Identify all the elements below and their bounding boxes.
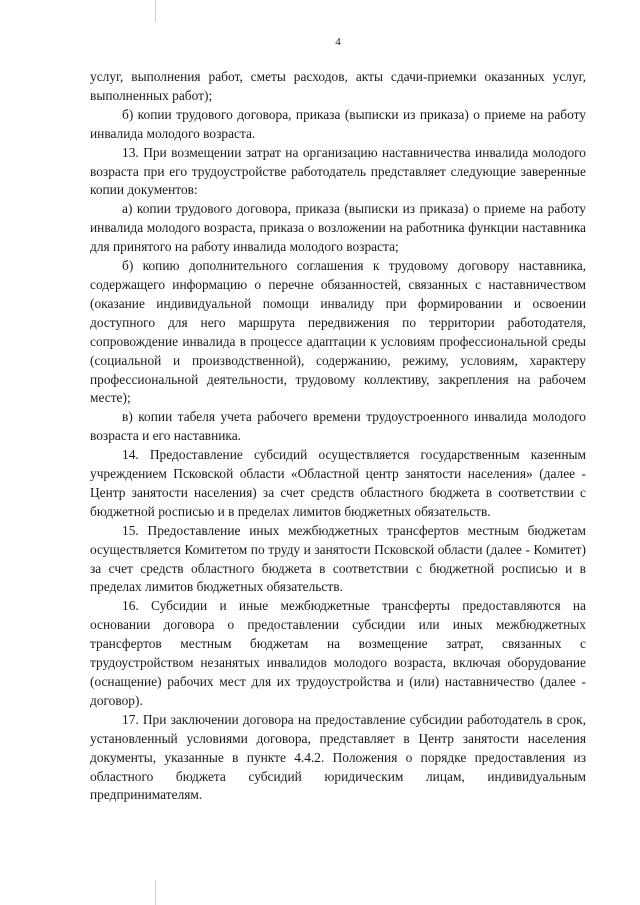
paragraph: 15. Предоставление иных межбюджетных трансфертов местным бюджетам осуществляется Комитетом по труду и занятости Псковской области (далее - Комитет) за счет средств областного бюджета в соответствии с бюджетной росписью и в пределах лимитов бюджетных обязательств. <box>90 522 586 595</box>
scan-margin-line <box>155 0 156 22</box>
scan-margin-line <box>155 880 156 905</box>
paragraph: б) копии трудового договора, приказа (выписки из приказа) о приеме на работу инвалида молодого возраста. <box>90 106 586 141</box>
page-number: 4 <box>335 36 341 48</box>
paragraph: в) копии табеля учета рабочего времени трудоустроенного инвалида молодого возраста и его наставника. <box>90 409 586 444</box>
paragraph: 14. Предоставление субсидий осуществляется государственным казенным учреждением Псковской области «Областной центр занятости населения» (далее - Центр занятости населения) за счет средств областного бюджета в соответствии с бюджетной росписью и в пределах лимитов бюджетных обязательств. <box>90 447 586 519</box>
document-body <box>90 68 586 805</box>
paragraph: а) копии трудового договора, приказа (выписки из приказа) о приеме на работу инвалида молодого возраста, приказа о возложении на работника функции наставника для принятого на работу инвалида молодого возраста; <box>90 201 586 255</box>
paragraph: 16. Субсидии и иные межбюджетные трансферты предоставляются на основании договора о предоставлении субсидии или иных межбюджетных трансфертов местным бюджетам на возмещение затрат, связанных с трудоустройством незанятых инвалидов молодого возраста, включая оборудование (оснащение) рабочих мест для их трудоустройства и (или) наставничество (далее - договор). <box>90 598 586 708</box>
paragraph: 13. При возмещении затрат на организацию наставничества инвалида молодого возраста при его трудоустройстве работодатель представляет следующие заверенные копии документов: <box>90 144 586 198</box>
paragraph: услуг, выполнения работ, сметы расходов, акты сдачи-приемки оказанных услуг, выполненных работ); <box>90 69 586 103</box>
paragraph: 17. При заключении договора на предоставление субсидии работодатель в срок, установленный условиями договора, представляет в Центр занятости населения документы, указанные в пункте 4.4.2. Положения о порядке предоставления из областного бюджета субсидий юридическим лицам, индивидуальным предпринимателям. <box>90 711 586 803</box>
paragraph: б) копию дополнительного соглашения к трудовому договору наставника, содержащего информацию о перечне обязанностей, связанных с наставничеством (оказание индивидуальной помощи инвалиду при формировании и освоении доступного для него маршрута передвижения по территории работодателя, сопровождение инвалида в процессе адаптации к условиям профессиональной среды (социальной и производственной), содержанию, режиму, условиям, характеру профессиональной деятельности, трудовому коллективу, закрепления на рабочем месте); <box>90 258 586 406</box>
